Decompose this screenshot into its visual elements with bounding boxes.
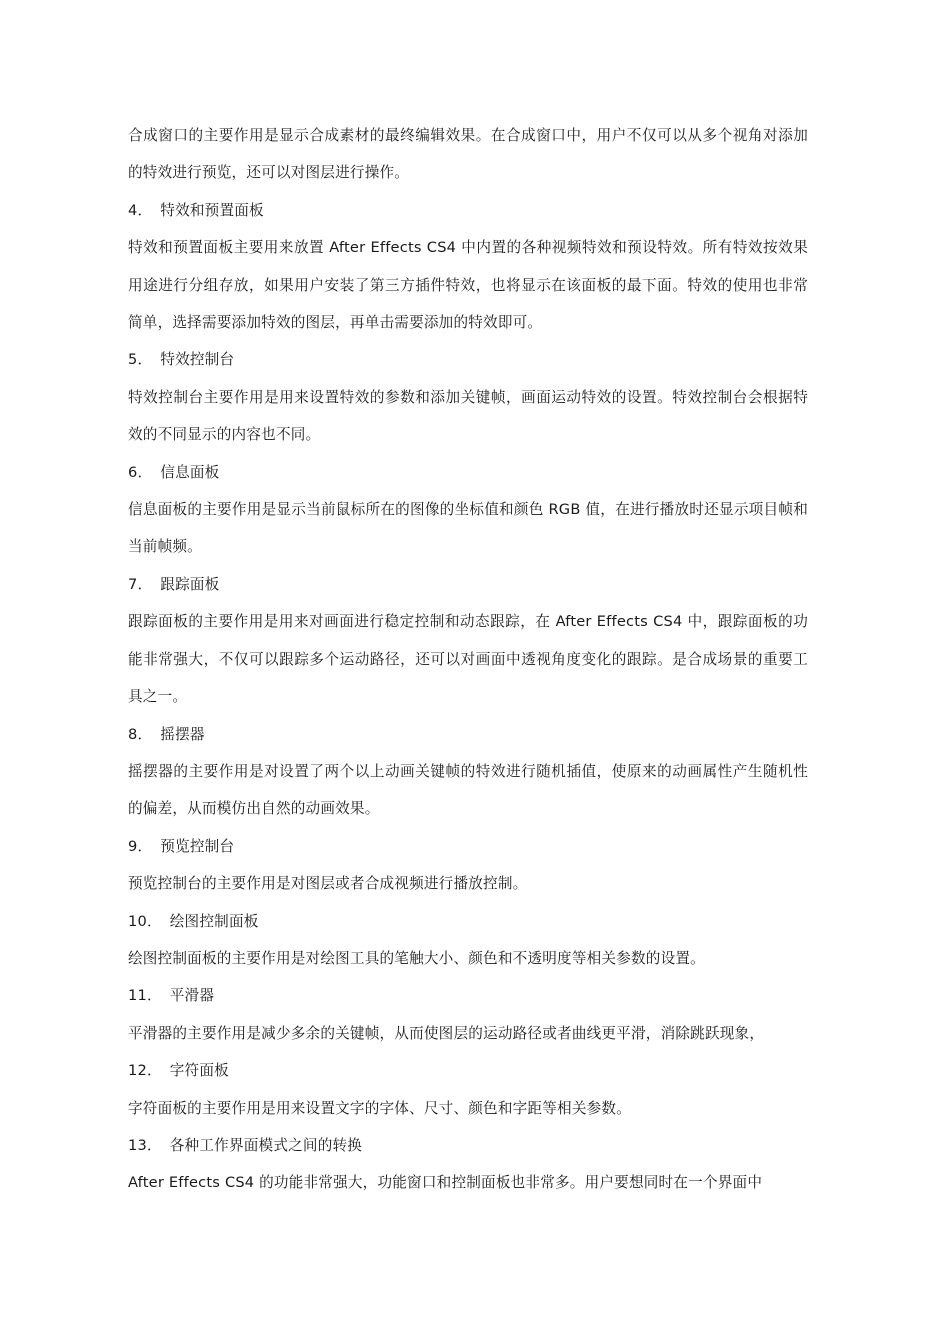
section-paragraph: 绘图控制面板的主要作用是对绘图工具的笔触大小、颜色和不透明度等相关参数的设置。 [128, 949, 705, 967]
section-title: 特效控制台 [160, 351, 235, 369]
section-heading [128, 903, 808, 940]
section-number: 9． [128, 837, 153, 855]
section-number: 13． [128, 1136, 162, 1154]
section-heading [128, 566, 808, 603]
section-paragraph: 平滑器的主要作用是减少多余的关键帧，从而使图层的运动路径或者曲线更平滑，消除跳跃现象， [128, 1024, 765, 1042]
section-heading [128, 977, 808, 1014]
section-paragraph: 预览控制台的主要作用是对图层或者合成视频进行播放控制。 [128, 875, 528, 893]
section-paragraph: 信息面板的主要作用是显示当前鼠标所在的图像的坐标值和颜色 RGB 值，在进行播放时还显示项目帧和当前帧频。 [128, 501, 808, 556]
intro-paragraph: 合成窗口的主要作用是显示合成素材的最终编辑效果。在合成窗口中，用户不仅可以从多个视角对添加的特效进行预览，还可以对图层进行操作。 [128, 127, 808, 182]
section-paragraph: After Effects CS4 的功能非常强大，功能窗口和控制面板也非常多。用户要想同时在一个界面中 [128, 1174, 763, 1192]
section-number: 7． [128, 575, 153, 593]
section-number: 10． [128, 912, 162, 930]
section-heading [128, 192, 808, 229]
section-heading [128, 828, 808, 865]
section-title: 信息面板 [160, 463, 220, 481]
section-number: 12． [128, 1062, 162, 1080]
section-title: 字符面板 [169, 1062, 229, 1080]
section-title: 摇摆器 [160, 725, 205, 743]
section-title: 预览控制台 [160, 837, 235, 855]
section-number: 4． [128, 201, 153, 219]
section-heading [128, 341, 808, 378]
section-paragraph: 跟踪面板的主要作用是用来对画面进行稳定控制和动态跟踪，在 After Effects CS4 中，跟踪面板的功能非常强大，不仅可以跟踪多个运动路径，还可以对画面中透视角度变化的跟踪。是合成场景的重要工具之一。 [128, 613, 808, 706]
section-number: 11． [128, 987, 162, 1005]
section-heading [128, 454, 808, 491]
section-paragraph: 摇摆器的主要作用是对设置了两个以上动画关键帧的特效进行随机插值，使原来的动画属性产生随机性的偏差，从而模仿出自然的动画效果。 [128, 762, 808, 818]
section-title: 各种工作界面模式之间的转换 [169, 1136, 363, 1154]
section-heading [128, 1052, 808, 1089]
section-title: 跟踪面板 [160, 575, 220, 593]
section-number: 8． [128, 725, 153, 743]
section-heading [128, 1127, 808, 1164]
section-title: 特效和预置面板 [160, 201, 264, 219]
section-title: 平滑器 [169, 987, 215, 1005]
section-list [128, 192, 808, 1202]
section-title: 绘图控制面板 [169, 912, 259, 930]
section-paragraph: 字符面板的主要作用是用来设置文字的字体、尺寸、颜色和字距等相关参数。 [128, 1099, 631, 1117]
section-number: 5． [128, 351, 153, 369]
section-paragraph: 特效和预置面板主要用来放置 After Effects CS4 中内置的各种视频特效和预设特效。所有特效按效果用途进行分组存放，如果用户安装了第三方插件特效，也将显示在该面板的最下面。特效的使用也非常简单，选择需要添加特效的图层，再单击需要添加的特效即可。 [128, 239, 808, 332]
section-paragraph: 特效控制台主要作用是用来设置特效的参数和添加关键帧，画面运动特效的设置。特效控制台会根据特效的不同显示的内容也不同。 [128, 388, 808, 444]
section-heading [128, 716, 808, 753]
document-body [128, 117, 808, 1202]
section-number: 6． [128, 463, 153, 481]
